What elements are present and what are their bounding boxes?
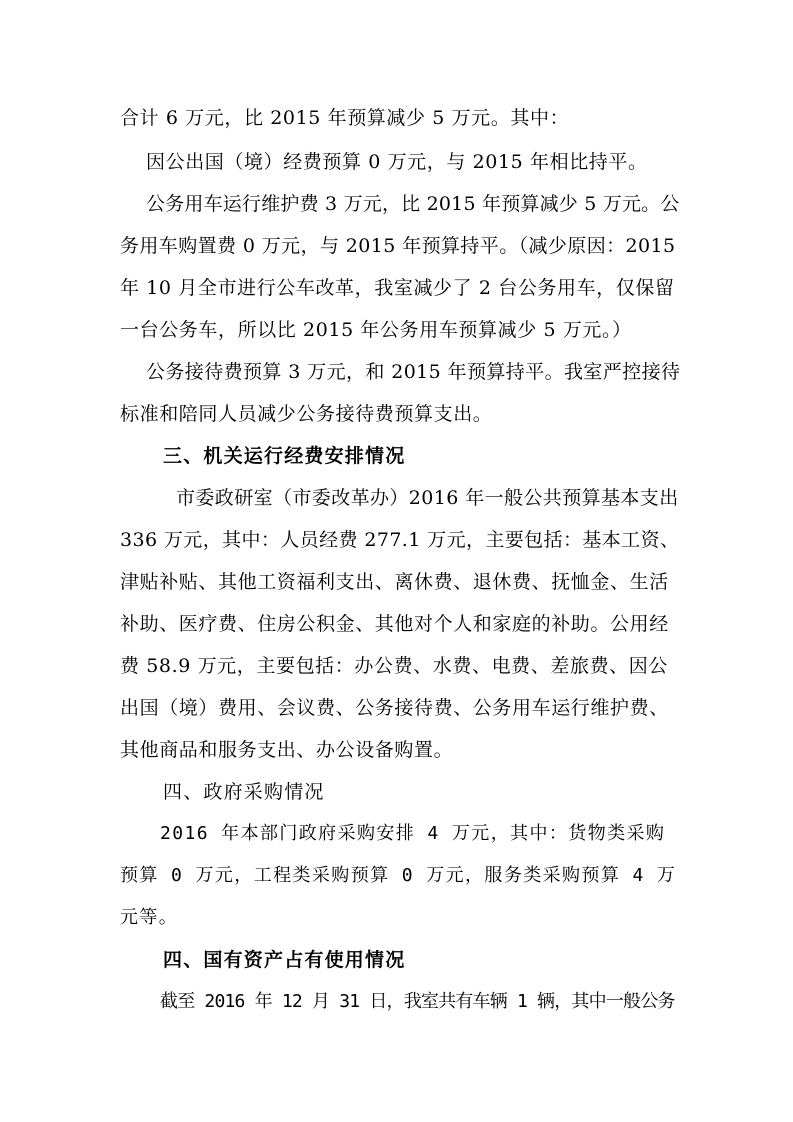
section-heading: 四、政府采购情况 xyxy=(163,781,325,803)
paragraph-line: 公务用车运行维护费 3 万元，比 2015 年预算减少 5 万元。公 xyxy=(146,193,680,215)
paragraph-line: 出国（境）费用、会议费、公务接待费、公务用车运行维护费、 xyxy=(120,697,669,719)
paragraph-line: 公务接待费预算 3 万元，和 2015 年预算持平。我室严控接待 xyxy=(146,361,681,383)
paragraph-line: 截至 2016 年 12 月 31 日，我室共有车辆 1 辆，其中一般公务 xyxy=(160,991,675,1012)
paragraph-line: 标准和陪同人员减少公务接待费预算支出。 xyxy=(120,403,493,425)
paragraph-line: 补助、医疗费、住房公积金、其他对个人和家庭的补助。公用经 xyxy=(120,613,669,635)
paragraph-line: 市委政研室（市委改革办）2016 年一般公共预算基本支出 xyxy=(176,487,679,509)
paragraph-line: 年 10 月全市进行公车改革，我室减少了 2 台公务用车，仅保留 xyxy=(120,277,675,299)
paragraph-line: 其他商品和服务支出、办公设备购置。 xyxy=(120,739,454,761)
paragraph-line: 合计 6 万元，比 2015 年预算减少 5 万元。其中： xyxy=(120,107,570,129)
paragraph-line: 336 万元，其中：人员经费 277.1 万元，主要包括：基本工资、 xyxy=(120,529,680,551)
paragraph-line: 津贴补贴、其他工资福利支出、离休费、退休费、抚恤金、生活 xyxy=(120,571,669,593)
paragraph-line: 务用车购置费 0 万元，与 2015 年预算持平。（减少原因：2015 xyxy=(120,235,676,257)
paragraph-line: 2016 年本部门政府采购安排 4 万元，其中：货物类采购 xyxy=(160,823,666,844)
section-heading: 四、国有资产占有使用情况 xyxy=(163,949,406,971)
paragraph-line: 一台公务车，所以比 2015 年公务用车预算减少 5 万元。） xyxy=(120,319,632,341)
paragraph-line: 费 58.9 万元，主要包括：办公费、水费、电费、差旅费、因公 xyxy=(120,655,668,677)
paragraph-line: 元等。 xyxy=(120,907,179,928)
section-heading: 三、机关运行经费安排情况 xyxy=(163,445,406,467)
paragraph-line: 因公出国（境）经费预算 0 万元，与 2015 年相比持平。 xyxy=(146,151,648,173)
paragraph-line: 预算 0 万元，工程类采购预算 0 万元，服务类采购预算 4 万 xyxy=(120,865,677,886)
